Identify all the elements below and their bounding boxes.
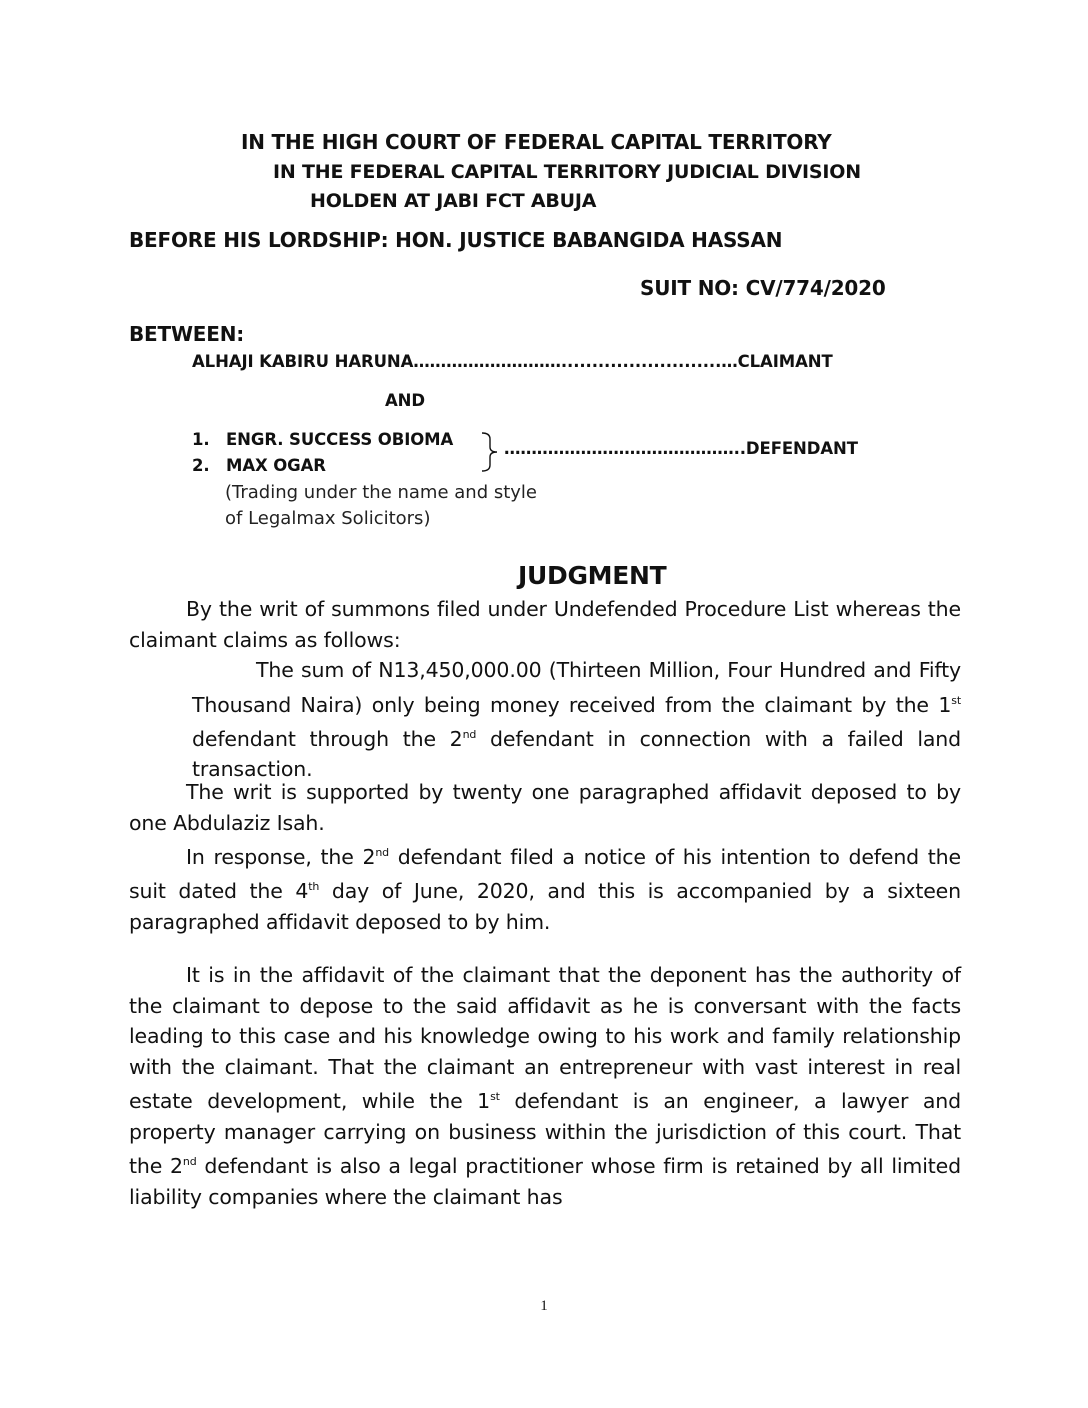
response-text-b: defendant filed a notice of his intention to defend the suit dated the 4 — [129, 844, 961, 904]
defendant-1-name: ENGR. SUCCESS OBIOMA — [226, 430, 454, 449]
ordinal-suffix: nd — [375, 846, 389, 859]
claim-quote-text-a: The sum of N13,450,000.00 (Thirteen Million, Four Hundred and Fifty Thousand Naira) only being money received from the claimant by the 1 — [192, 658, 961, 717]
judgment-title: JUDGMENT — [518, 561, 667, 590]
ordinal-suffix: nd — [182, 1155, 197, 1169]
claim-quote-text-b: defendant through the 2 — [192, 726, 463, 751]
paragraph-claimant-affidavit — [129, 960, 961, 1212]
curly-brace-icon — [478, 432, 506, 472]
before-lordship: BEFORE HIS LORDSHIP: HON. JUSTICE BABANGIDA HASSAN — [129, 228, 783, 252]
claimant-line: ALHAJI KABIRU HARUNA………………………..........................…CLAIMANT — [192, 352, 833, 371]
defendant-1 — [192, 430, 453, 449]
claim-quote — [192, 655, 961, 785]
and-label: AND — [385, 391, 425, 410]
defendant-2 — [192, 456, 326, 475]
defendant-label: ……………………………………..DEFENDANT — [504, 439, 858, 458]
defendant-1-number: 1. — [192, 430, 210, 449]
holden-heading: HOLDEN AT JABI FCT ABUJA — [310, 190, 597, 212]
ordinal-suffix: st — [490, 1090, 500, 1104]
affidavit-text-c: defendant is also a legal practitioner whose firm is retained by all limited liability companies where the claimant has — [129, 1154, 961, 1209]
suit-number: SUIT NO: CV/774/2020 — [640, 276, 886, 300]
ordinal-suffix: nd — [462, 728, 477, 742]
page-number: 1 — [540, 1298, 548, 1314]
paragraph-response — [129, 838, 961, 937]
court-heading: IN THE HIGH COURT OF FEDERAL CAPITAL TERRITORY — [241, 130, 832, 154]
response-text-a: In response, the 2 — [186, 844, 376, 869]
ordinal-suffix: st — [951, 693, 961, 707]
between-label: BETWEEN: — [129, 322, 245, 346]
trading-note-line-1: (Trading under the name and style — [225, 482, 538, 503]
ordinal-suffix: th — [308, 880, 320, 894]
defendant-2-name: MAX OGAR — [226, 456, 326, 475]
paragraph-affidavit-support: The writ is supported by twenty one paragraphed affidavit deposed to by one Abdulaziz Isah. — [129, 780, 961, 835]
response-text-c: day of June, 2020, and this is accompanied by a sixteen paragraphed affidavit deposed to by him. — [129, 879, 961, 934]
affidavit-text-a: It is in the affidavit of the claimant that the deponent has the authority of the claimant to depose to the said affidavit as he is conversant with the facts leading to this case and his knowledge owing to his work and family relationship with the claimant. That the claimant an entrepreneur with vast interest in real estate development, while the 1 — [129, 963, 961, 1114]
defendant-2-number: 2. — [192, 456, 210, 475]
affidavit-text-b: defendant is an engineer, a lawyer and property manager carrying on business within the jurisdiction of this court. That the 2 — [129, 1089, 961, 1179]
division-heading: IN THE FEDERAL CAPITAL TERRITORY JUDICIAL DIVISION — [273, 161, 861, 183]
trading-note-line-2: of Legalmax Solicitors) — [225, 508, 431, 529]
paragraph-writ: By the writ of summons filed under Undefended Procedure List whereas the claimant claims as follows: — [129, 597, 961, 652]
claim-quote-text-c: defendant in connection with a failed land transaction. — [192, 726, 961, 782]
